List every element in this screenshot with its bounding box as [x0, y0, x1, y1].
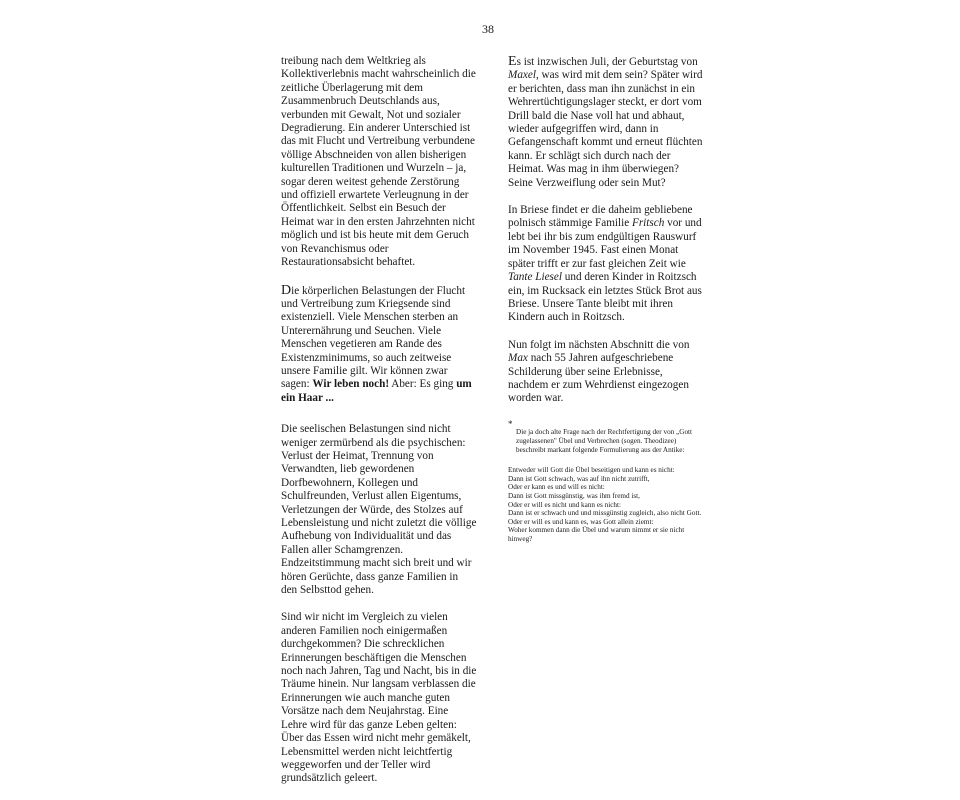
quote-line: Oder er will es nicht und kann es nicht: [508, 500, 621, 509]
quote-line: Dann ist Gott schwach, was auf ihn nicht zutrifft, [508, 474, 650, 483]
quote-line: Entweder will Gott die Übel beseitigen und kann es nicht: [508, 466, 675, 475]
paragraph-text: und deren Kinder in Roitzsch ein, im Rucksack ein letztes Stück Brot aus Briese. Unsere Tante bleibt mit ihren Kindern auch in Roitzsch. [508, 271, 702, 324]
right-column [508, 55, 704, 543]
person-name: Fritsch [631, 217, 665, 230]
paragraph: Sind wir nicht im Vergleich zu vielen anderen Familien noch einigermaßen durchgekommen? Die schrecklichen Erinnerungen beschäftigen die Menschen noch nach Jahren, Tag und Nacht, bis in die Träume hinein. Nur langsam verblassen die Erinnerungen wie auch manche guten Vorsätze nach dem Neujahrstag. Eine Lehre wird für das ganze Leben gelten: Über das Essen wird nicht mehr gemäkelt, Lebensmittel werden nicht leichtfertig weggeworfen und der Teller wird grundsätzlich geleert. [281, 611, 477, 785]
paragraph [508, 339, 704, 406]
person-name: Tante Liesel [508, 271, 562, 284]
paragraph-text: Aber: Es ging [389, 378, 457, 391]
quote-line: Oder er kann es und will es nicht: [508, 483, 605, 492]
drop-cap: E [508, 54, 517, 69]
paragraph [508, 204, 704, 325]
emphasis-text: um ein Haar ... [281, 378, 472, 404]
quote-line: Woher kommen dann die Übel und warum nimmt er sie nicht hinweg? [508, 526, 685, 543]
paragraph [508, 55, 704, 190]
footnote-quote [508, 466, 704, 543]
paragraph-text: In Briese findet er die daheim gebliebene polnisch stämmige Familie [508, 204, 693, 230]
paragraph: treibung nach dem Weltkrieg als Kollektiverlebnis macht wahrscheinlich die zeitliche Überlagerung mit dem Zusammenbruch Deutschlands aus, verbunden mit Gewalt, Not und sozialer Degradierung. Ein anderer Unterschied ist das mit Flucht und Vertreibung verbundene völlige Abschneiden von allen bisherigen kulturellen Traditionen und Wurzeln – ja, sogar deren weitest gehende Zerstörung und offiziell erwartete Verleugnung in der Öffentlichkeit. Selbst ein Besuch der Heimat war in den ersten Jahrzehnten nicht möglich und ist bis heute mit dem Geruch von Revanchismus oder Restaurationsabsicht behaftet. [281, 55, 476, 269]
person-name: Max [508, 352, 528, 365]
paragraph [281, 284, 477, 406]
person-name: Maxel [508, 69, 536, 82]
footnote-marker: * [508, 418, 513, 429]
paragraph-text: ie körperlichen Belastungen der Flucht und Vertreibung zum Kriegsende sind existenziell. Viele Menschen sterben an Unterernährung und Seuchen. Viele Menschen vegetieren am Rande des Existenzminimums, so auch zeitweise unsere Familie gilt. Wir können zwar sagen: [281, 284, 466, 391]
paragraph-text: vor und lebt bei ihr bis zum endgültigen Rauswurf im November 1945. Fast einen Monat später trifft er zur fast gleichen Zeit wie [508, 217, 702, 270]
footnote-intro: Die ja doch alte Frage nach der Rechtfertigung der von „Gott zugelassenen" Übel und Verbrechen (sogen. Theodizee) beschreibt markant folgende Formulierung aus der Antike: [516, 428, 693, 454]
paragraph-text: s ist inzwischen Juli, der Geburtstag von [516, 56, 698, 68]
quote-line: Dann ist er schwach und und missgünstig zugleich, also nicht Gott. [508, 509, 702, 518]
emphasis-text: Wir leben noch! [312, 378, 390, 391]
quote-line: Oder er will es und kann es, was Gott allein ziemt: [508, 517, 654, 526]
paragraph-text: , was wird mit dem sein? Später wird er berichten, dass man ihn zunächst in ein Wehrertüchtigungslager steckt, er dort vom Drill bald die Nase voll hat und abhaut, wieder aufgegriffen wird, dann in Gefangenschaft kommt und erneut flüchten kann. Er schlägt sich durch nach der Heimat. Was mag in ihm überwiegen? Seine Verzweiflung oder sein Mut? [508, 69, 703, 189]
paragraph-text: Nun folgt im nächsten Abschnitt die von [508, 338, 690, 351]
left-column [281, 55, 477, 800]
paragraph-text: nach 55 Jahren aufgeschriebene Schilderung über seine Erlebnisse, nachdem er zum Wehrdienst eingezogen worden war. [508, 352, 689, 405]
page-number: 38 [482, 22, 494, 36]
drop-cap: D [281, 282, 292, 298]
paragraph: Die seelischen Belastungen sind nicht weniger zermürbend als die psychischen: Verlust der Heimat, Trennung von Verwandten, lieb gewordenen Dorfbewohnern, Kollegen und Schulfreunden, Verlust allen Eigentums, Verletzungen der Würde, des Stolzes auf Lebensleistung und nicht zuletzt die völlige Aufhebung von Individualität und das Fallen aller Schamgrenzen. Endzeitstimmung macht sich breit und wir hören Gerüchte, dass ganze Familien in den Selbsttod gehen. [281, 423, 477, 597]
quote-line: Dann ist Gott missgünstig, was ihm fremd ist, [508, 491, 640, 500]
footnote [508, 420, 704, 544]
